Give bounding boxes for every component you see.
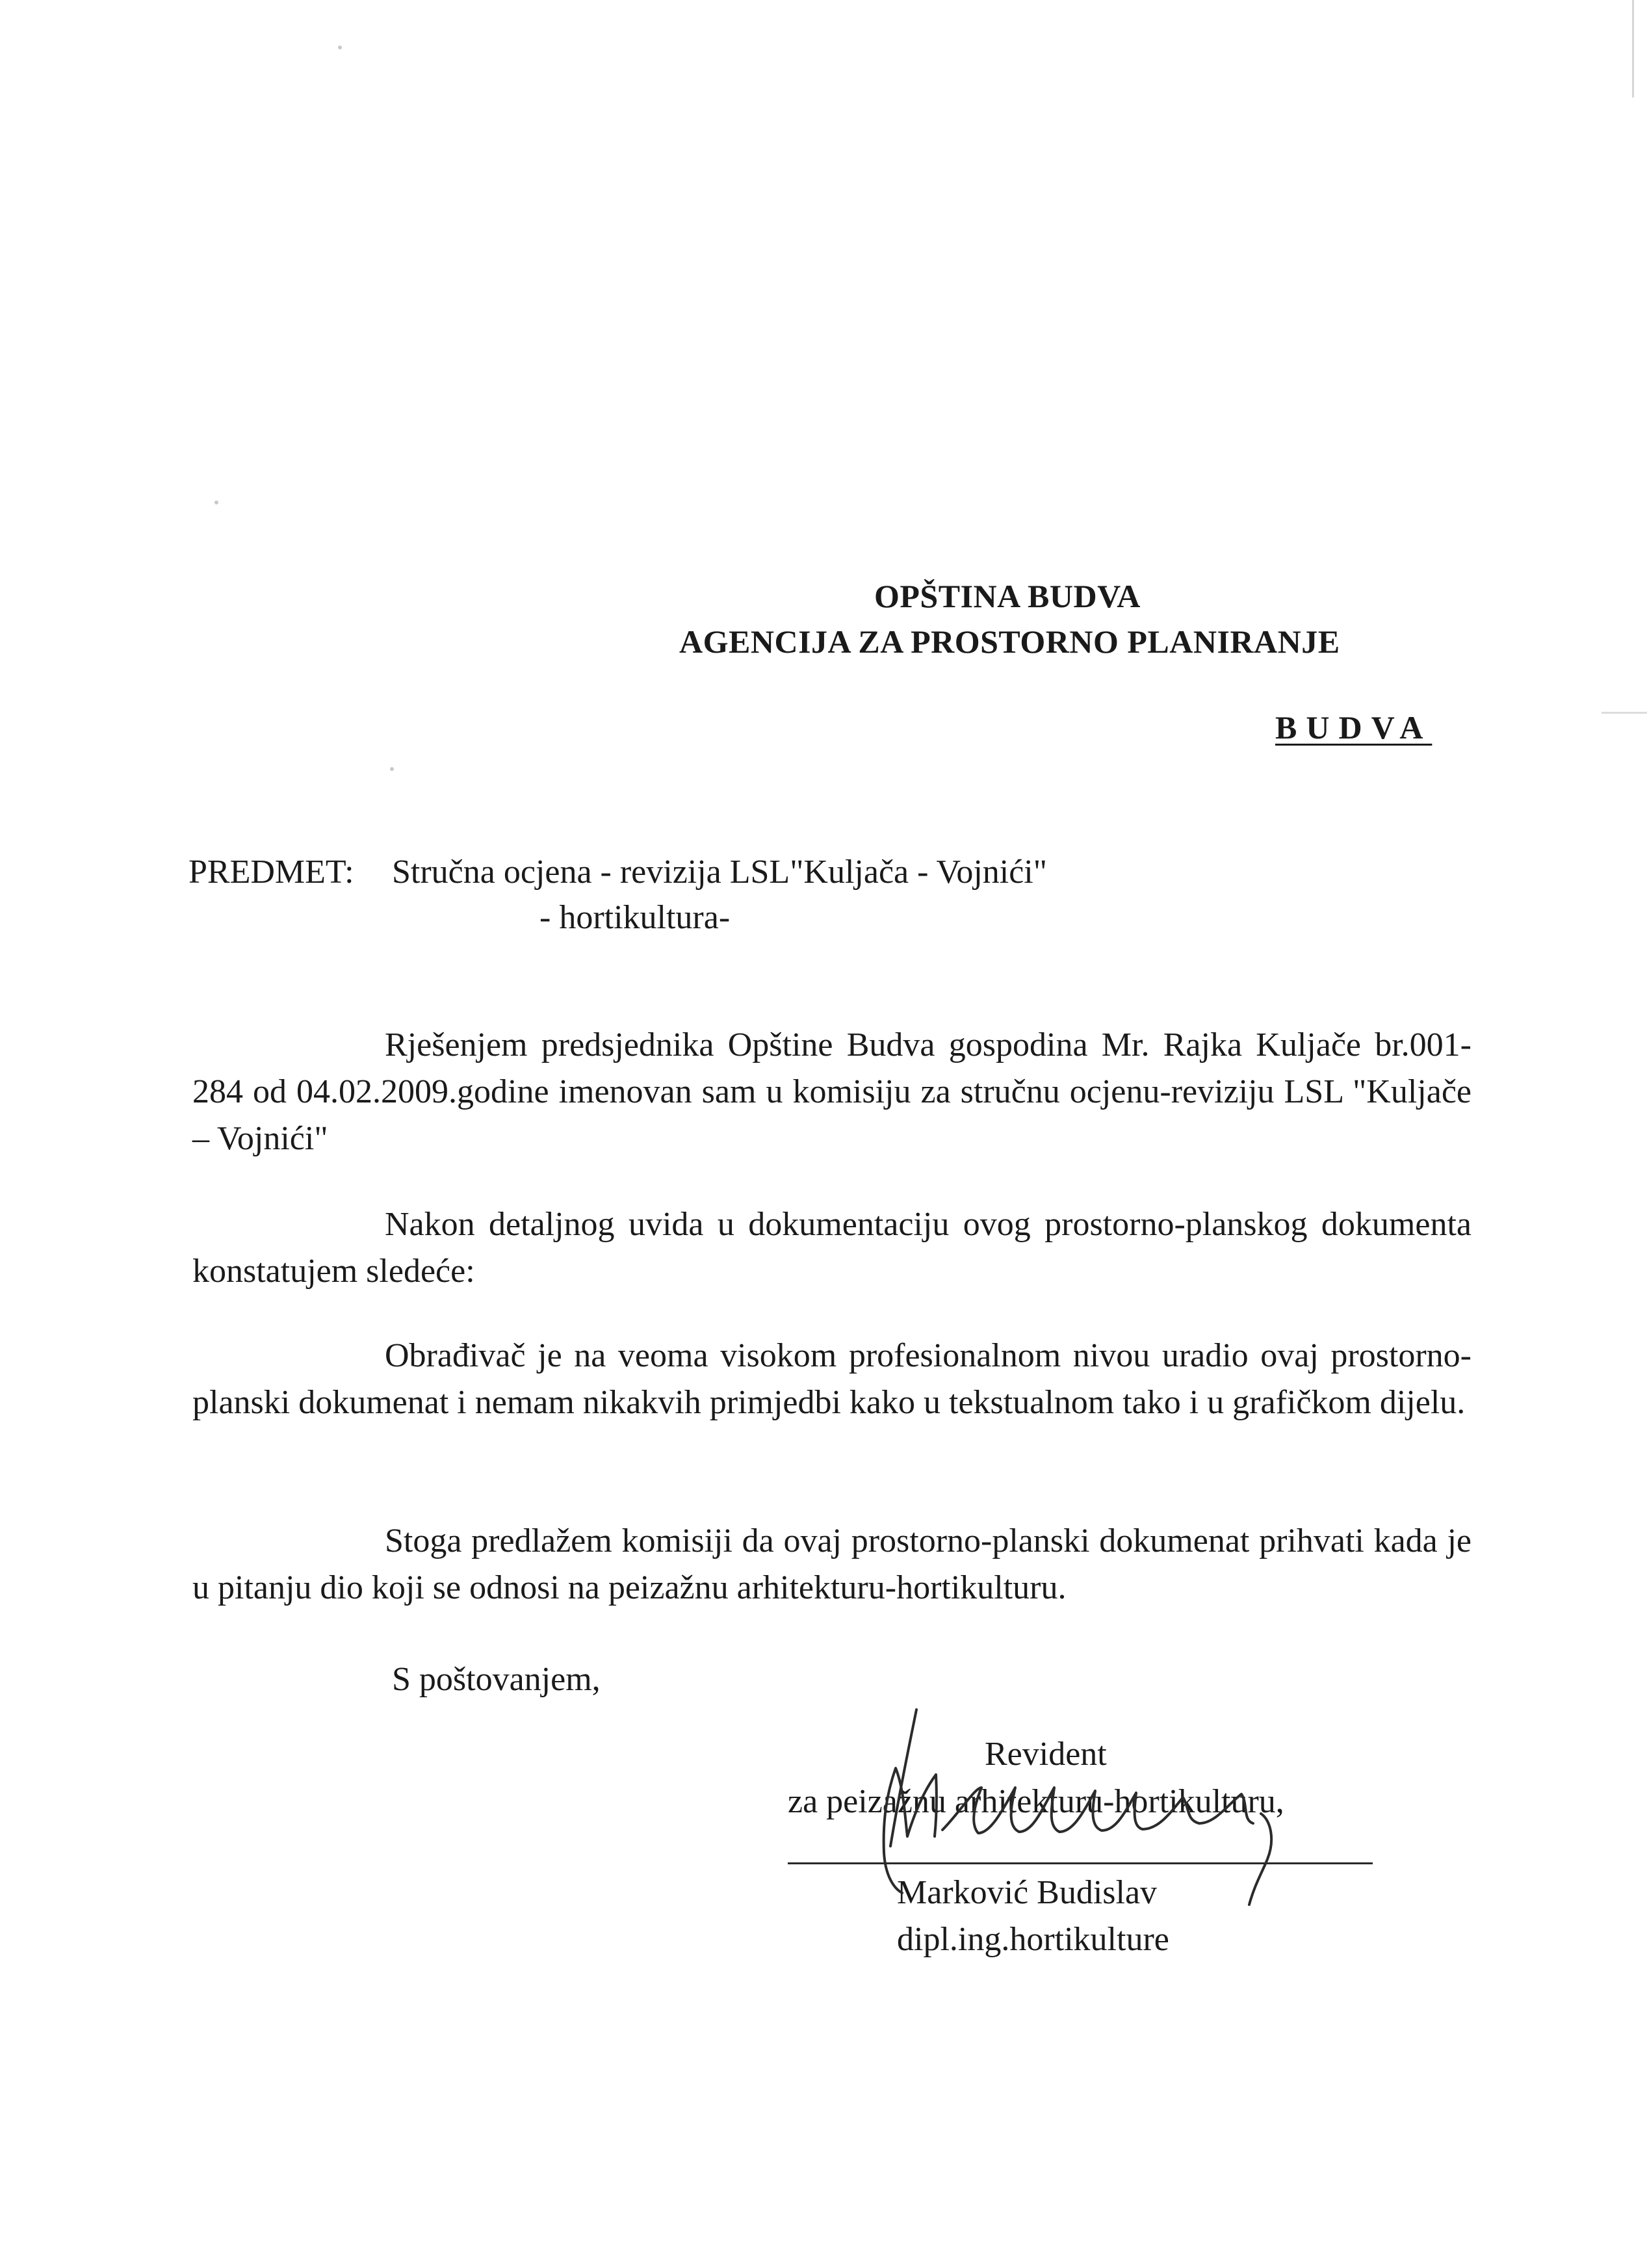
scan-speck xyxy=(390,767,394,771)
signatory-degree: dipl.ing.hortikulture xyxy=(897,1921,1169,1958)
body-paragraph: Rješenjem predsjednika Opštine Budva gospodina Mr. Rajka Kuljače br.001-284 od 04.02.2009.godine imenovan sam u komisiju za stručnu ocjenu-reviziju LSL "Kuljače – Vojnići" xyxy=(192,1026,1472,1157)
scan-edge-mark xyxy=(1602,712,1647,714)
closing-salutation: S poštovanjem, xyxy=(392,1661,601,1698)
body-paragraph: Stoga predlažem komisiji da ovaj prostorno-planski dokumenat prihvati kada je u pitanju dio koji se odnosi na peizažnu arhitekturu-hortikulturu. xyxy=(192,1522,1472,1606)
subject-subvalue: - hortikultura- xyxy=(539,899,731,936)
scan-speck xyxy=(338,46,342,49)
signatory-title: Revident xyxy=(985,1736,1107,1773)
scan-speck xyxy=(214,501,218,504)
subject-label: PREDMET: xyxy=(188,854,354,891)
body-paragraph: Obrađivač je na veoma visokom profesionalnom nivou uradio ovaj prostorno-planski dokumenat i nemam nikakvih primjedbi kako u tekstualnom tako i u grafičkom dijelu. xyxy=(192,1337,1472,1421)
signatory-field: za peizažnu arhitekturu-hortikulturu, xyxy=(788,1783,1284,1820)
signatory-name: Marković Budislav xyxy=(897,1874,1158,1911)
scan-edge-line xyxy=(1632,0,1634,98)
header-municipality: OPŠTINA BUDVA xyxy=(874,578,1141,614)
header-agency: AGENCIJA ZA PROSTORNO PLANIRANJE xyxy=(679,623,1340,660)
handwritten-signature xyxy=(845,1690,1313,1924)
header-city: BUDVA xyxy=(1275,709,1433,746)
subject-value: Stručna ocjena - revizija LSL"Kuljača - Vojnići" xyxy=(392,854,1047,891)
body-paragraph: Nakon detaljnog uvida u dokumentaciju ovog prostorno-planskog dokumenta konstatujem sledeće: xyxy=(192,1206,1472,1290)
